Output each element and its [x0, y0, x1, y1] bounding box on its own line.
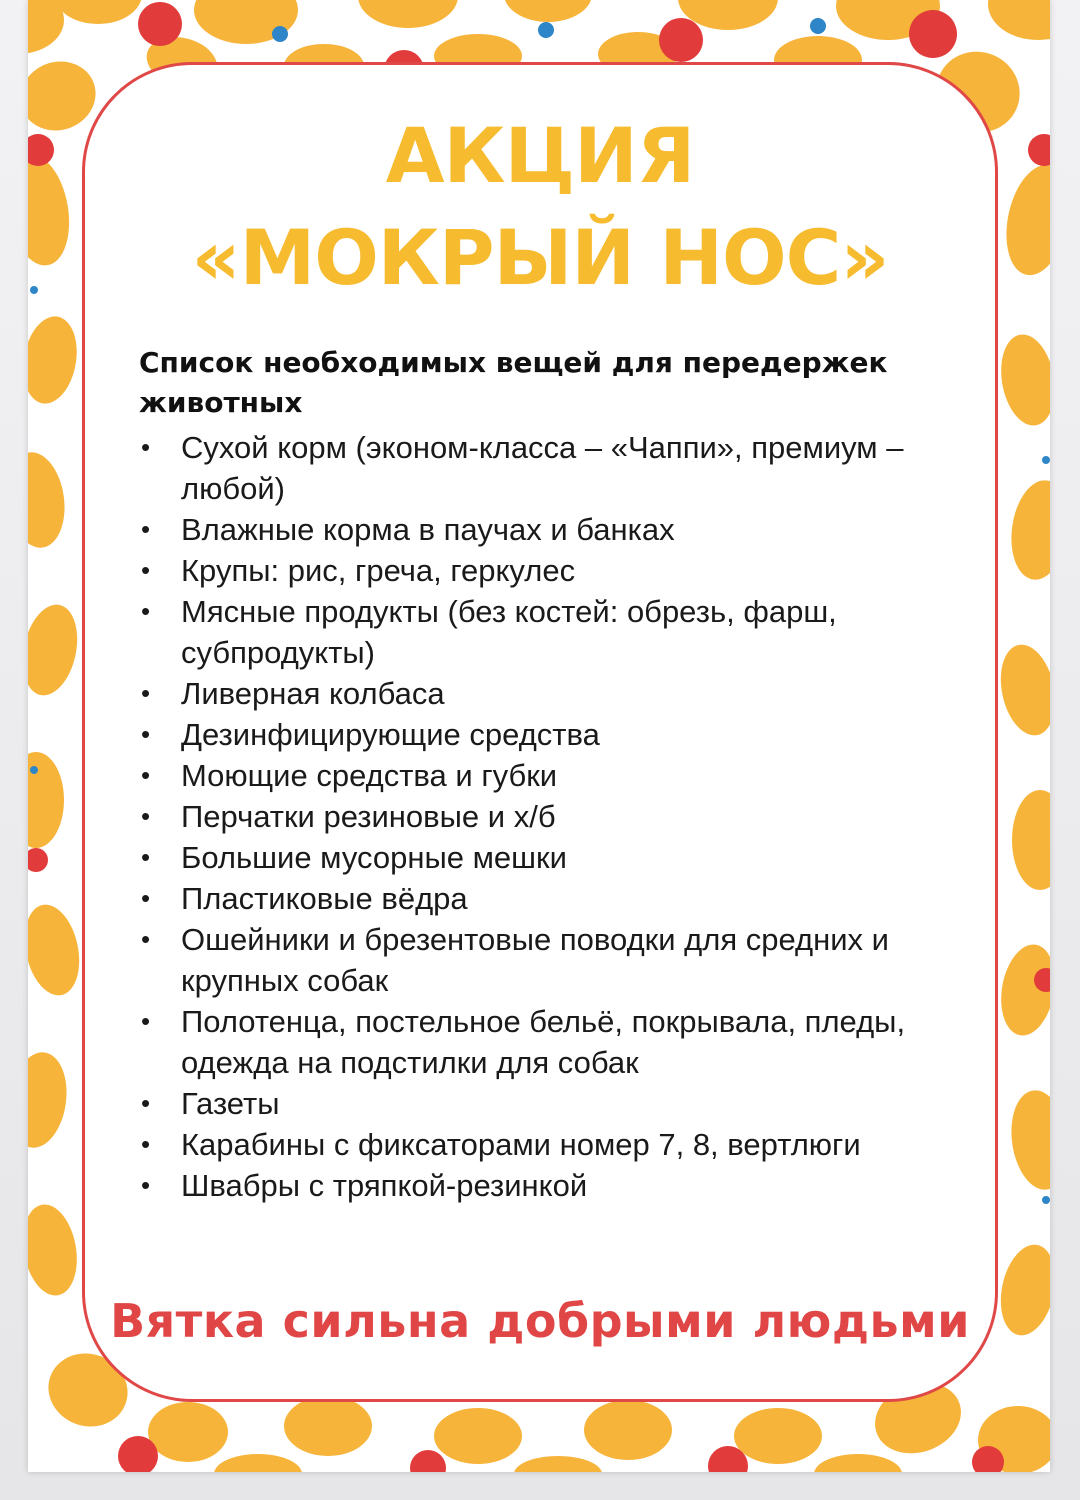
title-line-1: АКЦИЯ	[385, 111, 695, 200]
slogan: Вятка сильна добрыми людьми	[110, 1294, 970, 1348]
content-card	[82, 62, 998, 1402]
list-item-text: Карабины с фиксаторами номер 7, 8, вертлюги	[181, 1127, 861, 1162]
poster-title	[85, 105, 995, 309]
bullet-icon: •	[141, 924, 151, 954]
list-item	[139, 509, 959, 550]
bullet-icon: •	[141, 760, 151, 790]
list-item	[139, 837, 959, 878]
list-item-text: Газеты	[181, 1086, 280, 1121]
list-item-text: Сухой корм (эконом-класса – «Чаппи», премиум – любой)	[181, 430, 904, 506]
list-item	[139, 1165, 959, 1206]
list-item	[139, 1001, 959, 1083]
list-item	[139, 673, 959, 714]
list-item-text: Полотенца, постельное бельё, покрывала, пледы, одежда на подстилки для собак	[181, 1004, 906, 1080]
bullet-icon: •	[141, 1006, 151, 1036]
list-heading: Список необходимых вещей для передержек животных	[139, 346, 888, 419]
list-item-text: Моющие средства и губки	[181, 758, 558, 793]
list-item-text: Ошейники и брезентовые поводки для средних и крупных собак	[181, 922, 889, 998]
list-item	[139, 714, 959, 755]
list-item	[139, 591, 959, 673]
list-item-text: Перчатки резиновые и х/б	[181, 799, 556, 834]
list-item	[139, 1124, 959, 1165]
list-item-text: Влажные корма в паучах и банках	[181, 512, 675, 547]
list-item	[139, 427, 959, 509]
bullet-icon: •	[141, 1088, 151, 1118]
bullet-icon: •	[141, 801, 151, 831]
list-item-text: Большие мусорные мешки	[181, 840, 567, 875]
list-item-text: Швабры с тряпкой-резинкой	[181, 1168, 588, 1203]
bullet-icon: •	[141, 883, 151, 913]
list-item	[139, 1083, 959, 1124]
title-line-2: «МОКРЫЙ НОС»	[191, 213, 889, 302]
bullet-icon: •	[141, 678, 151, 708]
bullet-icon: •	[141, 1129, 151, 1159]
list-item	[139, 550, 959, 591]
list-item	[139, 796, 959, 837]
bullet-icon: •	[141, 514, 151, 544]
bullet-icon: •	[141, 719, 151, 749]
poster	[28, 0, 1050, 1472]
bullet-icon: •	[141, 555, 151, 585]
list-item-text: Крупы: рис, греча, геркулес	[181, 553, 576, 588]
list-item	[139, 878, 959, 919]
items-list	[139, 427, 959, 1206]
list-item-text: Дезинфицирующие средства	[181, 717, 600, 752]
bullet-icon: •	[141, 1170, 151, 1200]
bullet-icon: •	[141, 596, 151, 626]
bullet-icon: •	[141, 432, 151, 462]
list-item	[139, 755, 959, 796]
list-item	[139, 919, 959, 1001]
list-item-text: Пластиковые вёдра	[181, 881, 468, 916]
list-item-text: Мясные продукты (без костей: обрезь, фарш, субпродукты)	[181, 594, 837, 670]
bullet-icon: •	[141, 842, 151, 872]
list-item-text: Ливерная колбаса	[181, 676, 445, 711]
